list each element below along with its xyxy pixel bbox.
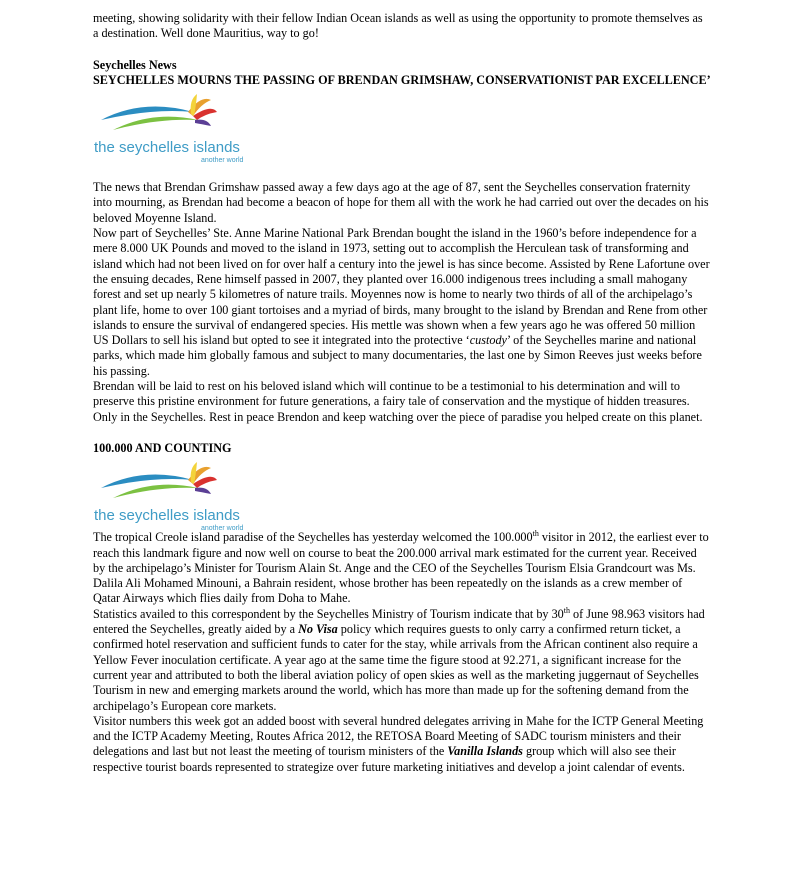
section-label: Seychelles News <box>93 57 177 72</box>
text-run: policy which requires guests to only carry a confirmed return ticket, a confirmed hotel reservation and sufficient funds to cater for the stay, while arrivals from the African continent also require a Yellow Fever inoculation certificate. A year ago at the same time the figure stood at 92.271, a significant increase for the current year and attributed to both the liberal aviation policy of open skies as well as the marketing juggernaut of Seychelles Tourism in new and emerging markets around the world, which has more than made up for the softening demand from the archipelago’s European core markets. <box>93 622 699 713</box>
article-title: 100.000 AND COUNTING <box>93 440 232 455</box>
emphasis-custody: custody <box>469 333 507 348</box>
article2-paragraph-3 <box>93 714 711 775</box>
spacer <box>93 168 711 180</box>
emphasis-no-visa: No Visa <box>298 622 338 637</box>
article2-paragraph-1 <box>93 530 711 606</box>
article1-paragraph-2 <box>93 226 711 379</box>
text-run: Visitor numbers this week got an added boost with several hundred delegates arriving in Mahe for the ICTP General Meeting and the ICTP Academy Meeting, Routes Africa 2012, the RETOSA Board Meeting of SADC tourism ministers and their delegations and last but not least the meeting of tourism ministers of the <box>93 713 704 759</box>
logo-subtext: another world <box>201 157 243 165</box>
text-run: The tropical Creole island paradise of the Seychelles has yesterday welcomed the 100.000 <box>93 530 533 545</box>
text-run: group which will also see their respective tourist boards represented to strategize over future marketing initiatives and develop a joint calendar of events. <box>93 744 685 774</box>
logo-swoosh-green <box>113 117 198 130</box>
text-run: Now part of Seychelles’ Ste. Anne Marine National Park Brendan bought the island in the 1960’s before independence for a mere 8.000 UK Pounds and moved to the island in 1973, setting out to accomplish the Herculean task of transforming and island which had not been lived on for over half a century into the jewel is has since become. Assisted by Rene Lafortune over the ensuing decades, Rene himself passed in 2007, they planted over 16.000 indigenous trees including a small mahogany forest and set up nearly 5 kilometres of nature trails. Moyennes now is home to nearly two thirds of all of the archipelago’s plant life, home to over 100 giant tortoises and a myriad of birds, many brought to the island by Brendan and Rene from other islands to ensure the survival of endangered species. His mettle was shown when a few years ago he was offered 50 million US Dollars to sell his island but opted to see it integrated into the protective ‘ <box>93 226 710 348</box>
intro-paragraph: meeting, showing solidarity with their fellow Indian Ocean islands as well as using the opportunity to promote themselves as a destination. Well done Mauritius, way to go! <box>93 11 703 41</box>
text-run: ’ of the Seychelles marine and national parks, which made him globally famous and subject to many documentaries, the last one by Simon Reeves just weeks before his passing. <box>93 333 702 378</box>
seychelles-logo <box>93 458 243 536</box>
seychelles-logo <box>93 90 243 168</box>
logo-subtext: another world <box>201 525 243 533</box>
article2-paragraph-2 <box>93 607 711 714</box>
article1-paragraph-3: Brendan will be laid to rest on his beloved island which will continue to be a testimonial to his determination and will to preserve this pristine environment for future generations, a fairy tale of conservation and the mystique of hidden treasures. Only in the Seychelles. Rest in peace Brendon and keep watching over the piece of paradise you helped create on this planet. <box>93 379 703 424</box>
spacer <box>93 425 711 441</box>
text-run: visitor in 2012, the earliest ever to reach this landmark figure and now well on course to beat the 200.000 arrival mark estimated for the current year. Received by the archipelago’s Minister for Tourism Alain St. Ange and the CEO of the Seychelles Tourism Elsia Grandcourt was Ms. Dalila Ali Mohamed Minouni, a Bahrain resident, whose brother has been repeatedly on the islands as a crew member of Qatar Airways which flies daily from Doha to Mahe. <box>93 530 709 606</box>
logo-text: the seychelles islands <box>94 139 240 157</box>
document-page <box>93 11 711 775</box>
spacer <box>93 42 711 58</box>
superscript: th <box>563 605 570 615</box>
article-title: SEYCHELLES MOURNS THE PASSING OF BRENDAN GRIMSHAW, CONSERVATIONIST PAR EXCELLENCE’ <box>93 72 711 87</box>
text-run: Statistics availed to this correspondent by the Seychelles Ministry of Tourism indicate that by 30 <box>93 606 564 621</box>
emphasis-vanilla-islands: Vanilla Islands <box>447 744 523 759</box>
logo-leaf-purple <box>195 120 211 126</box>
superscript: th <box>532 529 539 539</box>
logo-text: the seychelles islands <box>94 507 240 525</box>
article1-paragraph-1: The news that Brendan Grimshaw passed away a few days ago at the age of 87, sent the Seychelles conservation fraternity into mourning, as Brendan had become a beacon of hope for them all with the work he had carried out over the decades on his beloved Moyenne Island. <box>93 180 709 225</box>
text-run: of June 98.963 visitors had entered the Seychelles, greatly aided by a <box>93 606 705 637</box>
logo-leaf-purple <box>195 488 211 494</box>
logo-swoosh-green <box>113 485 198 498</box>
